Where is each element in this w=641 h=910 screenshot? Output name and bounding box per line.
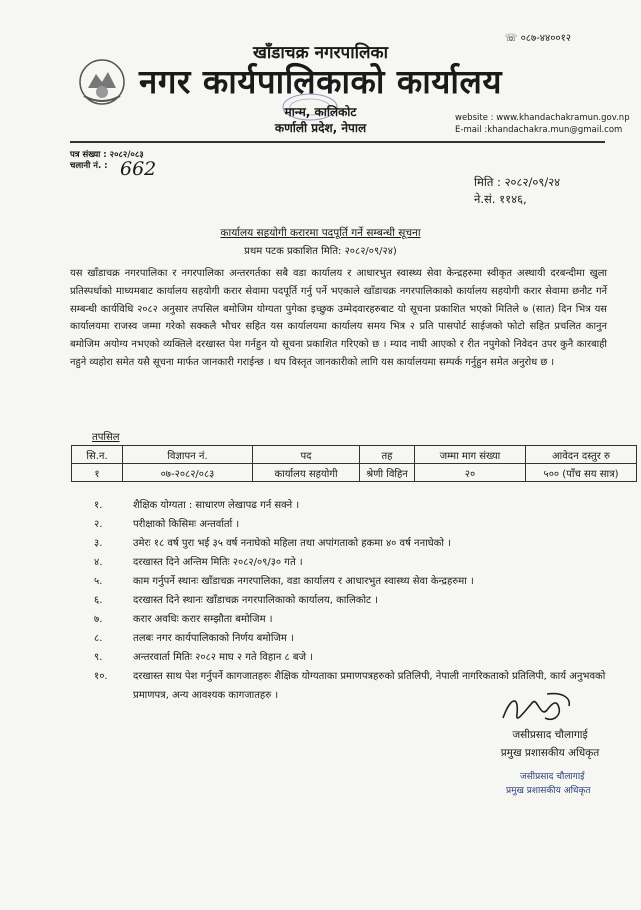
contact-block <box>455 112 630 136</box>
list-item <box>94 534 614 553</box>
table-header: तह <box>360 446 415 464</box>
list-item-text: अन्तरवार्ता मितिः २०८२ माघ २ गते विहान ८ बजे । <box>133 652 313 663</box>
table-header: विज्ञापन नं. <box>123 446 253 464</box>
table-header: पद <box>253 446 360 464</box>
signatory-stamp <box>506 770 591 798</box>
vacancy-table <box>71 445 637 482</box>
list-item-text: परीक्षाको किसिमः अन्तर्वार्ता । <box>133 519 240 530</box>
list-item-number: ४. <box>94 557 103 568</box>
office-province: कर्णाली प्रदेश, नेपाल <box>274 121 367 135</box>
list-item-text: दरखास्त दिने अन्तिम मितिः २०८२/०९/३० गते । <box>133 557 303 568</box>
chalani-label: चलानी नं. : <box>70 161 108 171</box>
chalani-number: 662 <box>120 158 157 180</box>
list-item <box>94 515 614 534</box>
patra-sankhya: पत्र संख्या : २०८२/०८३ <box>70 150 144 160</box>
office-title: नगर कार्यपालिकाको कार्यालय <box>139 62 502 101</box>
list-item-text: काम गर्नुपर्ने स्थानः खाँडाचक्र नगरपालिका, वडा कार्यालय र आधारभुत स्वास्थ्य सेवा केन्द्रहरुमा । <box>133 576 474 587</box>
list-item-number: ९. <box>94 652 103 663</box>
notice-subject: कार्यालय सहयोगी करारमा पदपूर्ति गर्ने सम्बन्धी सूचना <box>220 227 421 239</box>
list-item-number: ८. <box>94 633 103 644</box>
list-item-number: ७. <box>94 614 103 625</box>
table-cell: २० <box>415 464 526 482</box>
email-text: E-mail :khandachakra.mun@gmail.com <box>455 125 623 135</box>
website-text: website : www.khandachakramun.gov.np <box>455 113 630 123</box>
tapasil-heading: तपसिल <box>92 432 120 443</box>
signatory-block <box>483 726 617 762</box>
list-item-number: २. <box>94 519 103 530</box>
municipality-name: खाँडाचक्र नगरपालिका <box>253 43 388 63</box>
table-header: आवेदन दस्तुर रु <box>526 446 637 464</box>
table-header: जम्मा माग संख्या <box>415 446 526 464</box>
table-header-row <box>72 446 637 464</box>
office-location: मान्म, कालिकोट <box>284 105 357 119</box>
date-nepal-sambat: ने.सं. ११४६, <box>474 192 527 206</box>
table-cell: १ <box>72 464 123 482</box>
stamp-title: प्रमुख प्रशासकीय अधिकृत <box>506 786 591 796</box>
list-item <box>94 572 614 591</box>
list-item <box>94 553 614 572</box>
list-item-number: १०. <box>94 671 108 682</box>
date-block <box>474 174 560 208</box>
published-date: प्रथम पटक प्रकाशित मिति: २०८२/०९/२४) <box>244 246 397 257</box>
list-item-number: १. <box>94 500 103 511</box>
table-cell: श्रेणी विहिन <box>360 464 415 482</box>
list-item-text: दरखास्त साथ पेश गर्नुपर्ने कागजातहरुः शैक्षिक योग्यताका प्रमाणपत्रहरुको प्रतिलिपी, नेपाली नागरिकताको प्रतिलिपी, कार्य अनुभवको प्रमाणपत्र, अन्य आवश्यक कागजातहरु । <box>133 671 606 701</box>
table-row <box>72 464 637 482</box>
signatory-name: जसीप्रसाद चौलागाई <box>512 729 588 741</box>
table-header: सि.न. <box>72 446 123 464</box>
list-item-text: दरखास्त दिने स्थानः खाँडाचक्र नगरपालिकाको कार्यालय, कालिकोट । <box>133 595 379 606</box>
list-item <box>94 629 614 648</box>
list-item-number: ६. <box>94 595 103 606</box>
list-item-text: शैक्षिक योग्यता : साधारण लेखापढ गर्न सक्ने । <box>133 500 300 511</box>
date-miti: मिति : २०८२/०९/२४ <box>474 175 561 189</box>
list-item-text: करार अवधिः करार सम्झौता बमोजिम । <box>133 614 273 625</box>
list-item-number: ३. <box>94 538 103 549</box>
notice-body: यस खाँडाचक्र नगरपालिका र नगरपालिका अन्तरगर्तका सबै वडा कार्यालय र आधारभुत स्वास्थ्य सेवा केन्द्रहरुमा स्वीकृत अस्थायी दरबन्दीमा खुला प्रतिस्पर्धाको माध्यमबाट कार्यालय सहयोगी करार सेवामा पदपूर्ति गर्नु पर्ने भएकाले खाँडाचक्र नगरपालिकाको कार्यालय सहयोगी करार सेवामा छनौट गर्ने सम्बन्धी कार्यविधि २०८२ अनुसार तपसिल बमोजिम योग्यता पुगेका इच्छुक उम्मेदवारहरुबाट यो सूचना प्रकाशित भएको मितिले ७ (सात) दिन भित्र यस कार्यालयमा राजस्व जम्मा गरेको सक्कलै भौचर सहित यस कार्यालयमा कार्यालय समय भित्र २ प्रति पासपोर्ट साईजको फोटो सहित प्रचलित कानुन बमोजिम अयोग्य नभएको व्यक्तिले दरखास्त पेश गर्नहुन यो सूचना प्रकाशित गरिएको छ । म्याद नाघी आएको र रीत नपुगेको निवेदन उपर कुनै कारबाही नहुने व्यहोरा समेत यसै सूचना मार्फत जानकारी गराईन्छ । थप विस्तृत जानकारीको लागि यस कार्यालयमा सम्पर्क गर्नुहुन समेत अनुरोध छ । <box>70 268 607 368</box>
table-cell: ५०० (पाँच सय सात्र) <box>526 464 637 482</box>
list-item <box>94 591 614 610</box>
table-cell: ०७-२०८२/०८३ <box>123 464 253 482</box>
header-divider <box>70 141 605 143</box>
list-item-number: ५. <box>94 576 103 587</box>
list-item-text: उमेरः १८ वर्ष पुरा भई ३५ वर्ष ननाघेको महिला तथा अपांगताको हकमा ४० वर्ष ननाघेको । <box>133 538 451 549</box>
list-item <box>94 648 614 667</box>
phone-number: ☏ ०८७-४४००१२ <box>504 33 571 44</box>
list-item <box>94 496 614 515</box>
list-item-text: तलबः नगर कार्यपालिकाको निर्णय बमोजिम । <box>133 633 294 644</box>
requirements-list <box>94 496 614 705</box>
stamp-name: जसीप्रसाद चौलागाई <box>520 772 585 782</box>
signatory-title: प्रमुख प्रशासकीय अधिकृत <box>500 747 600 759</box>
list-item <box>94 610 614 629</box>
table-cell: कार्यालय सहयोगी <box>253 464 360 482</box>
